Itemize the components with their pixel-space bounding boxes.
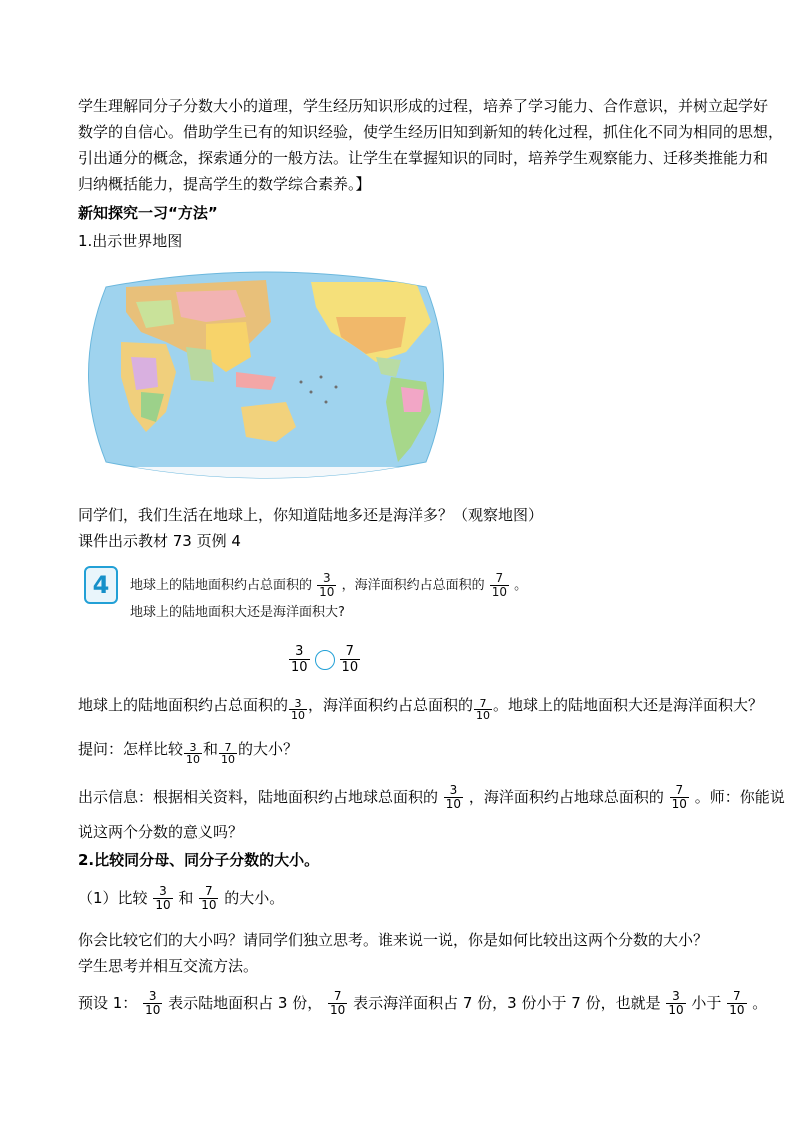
fraction-ocean (219, 742, 237, 765)
sub-question-1 (78, 885, 284, 912)
fraction-land (184, 742, 202, 765)
fraction-denominator: 10 (291, 709, 306, 722)
fraction-numerator: 7 (205, 884, 213, 898)
question2-text-c: 的大小？ (238, 740, 299, 758)
fraction-left (289, 644, 310, 675)
info-text-a: 出示信息：根据相关资料，陆地面积约占地球总面积的 (78, 788, 439, 806)
example-text-b: ，海洋面积约占总面积的 (341, 578, 485, 593)
intro-line-2: 数学的自信心。借助学生已有的知识经验，使学生经历旧知到新知的转化过程，抓住化不同为相同的思想， (78, 123, 784, 141)
fraction-ocean (199, 885, 218, 912)
question-how-compare (78, 738, 299, 766)
fraction-denominator: 10 (155, 898, 171, 912)
info-text-c: 。师：你能说 (694, 788, 785, 806)
info-line-1 (78, 784, 785, 811)
fraction-ocean (490, 572, 509, 599)
fraction-denominator: 10 (145, 1003, 161, 1017)
fraction-numerator: 3 (295, 644, 304, 659)
fraction-land (444, 784, 463, 811)
fraction-denominator: 10 (330, 1003, 346, 1017)
fraction-denominator: 10 (668, 1003, 684, 1017)
fraction-numerator: 7 (675, 783, 684, 797)
preset-text-d: 小于 (691, 994, 722, 1012)
fraction-ocean (670, 784, 689, 811)
fraction-numerator: 3 (294, 697, 302, 710)
fraction-numerator: 7 (345, 644, 354, 659)
fraction-ocean (727, 990, 746, 1017)
courseware-note: 课件出示教材 73 页例 4 (78, 532, 241, 550)
ask-line: 你会比较它们的大小吗？请同学们独立思考。谁来说一说，你是如何比较出这两个分数的大小？ (78, 931, 709, 949)
fraction-denominator: 10 (319, 585, 335, 599)
fraction-numerator: 7 (224, 741, 232, 754)
fraction-numerator: 7 (333, 989, 342, 1003)
fraction-numerator: 3 (189, 741, 197, 754)
fraction-land (289, 698, 307, 721)
sub1-text-c: 的大小。 (224, 889, 285, 907)
fraction-numerator: 3 (322, 571, 331, 585)
info-text-b: ，海洋面积约占地球总面积的 (468, 788, 664, 806)
fraction-land (317, 572, 336, 599)
step1-label: 1.出示世界地图 (78, 232, 183, 250)
restate-line (78, 694, 764, 722)
fraction-numerator: 3 (672, 989, 680, 1003)
intro-line-1: 学生理解同分子分数大小的道理，学生经历知识形成的过程，培养了学习能力、合作意识，并树立起学好 (78, 97, 769, 115)
info-line-2: 说这两个分数的意义吗？ (78, 823, 244, 841)
preset-1-line (78, 990, 767, 1017)
intro-line-4: 归纳概括能力，提高学生的数学综合素养。】 (78, 175, 371, 193)
restate-text-a: 地球上的陆地面积约占总面积的 (78, 696, 289, 714)
fraction-denominator: 10 (291, 660, 308, 675)
fraction-ocean (474, 698, 492, 721)
preset-text-a: 预设 1： (78, 994, 138, 1012)
example-line-2: 地球上的陆地面积大还是海洋面积大? (130, 605, 345, 620)
restate-text-c: 。地球上的陆地面积大还是海洋面积大？ (493, 696, 764, 714)
question2-text-b: 和 (203, 740, 219, 758)
fraction-denominator: 10 (491, 585, 508, 599)
fraction-numerator: 3 (159, 884, 167, 898)
fraction-denominator: 10 (341, 660, 359, 675)
fraction-numerator: 7 (495, 571, 504, 585)
fraction-comparison (288, 644, 361, 675)
example-text-a: 地球上的陆地面积约占总面积的 (130, 578, 313, 593)
fraction-denominator: 10 (221, 753, 236, 766)
fraction-numerator: 3 (449, 783, 458, 797)
fraction-denominator: 10 (729, 1003, 745, 1017)
section2-heading: 2.比较同分母、同分子分数的大小。 (78, 851, 320, 869)
example-line-1 (130, 572, 527, 599)
example-text-c: 。 (514, 578, 528, 593)
preset-text-b: 表示陆地面积占 3 份， (168, 994, 323, 1012)
fraction-denominator: 10 (445, 797, 462, 811)
comparison-circle-blank (315, 650, 335, 670)
restate-text-b: ，海洋面积约占总面积的 (308, 696, 474, 714)
question-land-or-ocean: 同学们，我们生活在地球上，你知道陆地多还是海洋多？（观察地图） (78, 506, 544, 524)
fraction-land (666, 990, 685, 1017)
preset-text-c: 表示海洋面积占 7 份，3 份小于 7 份，也就是 (353, 994, 661, 1012)
world-map-image (86, 262, 446, 487)
fraction-denominator: 10 (186, 753, 201, 766)
example-4 (78, 566, 718, 686)
fraction-denominator: 10 (476, 709, 491, 722)
section1-heading: 新知探究一习“方法” (78, 204, 218, 222)
fraction-ocean (328, 990, 347, 1017)
sub1-text-b: 和 (178, 889, 194, 907)
fraction-denominator: 10 (201, 898, 217, 912)
discuss-line: 学生思考并相互交流方法。 (78, 957, 259, 975)
intro-line-3: 引出通分的概念，探索通分的一般方法。让学生在掌握知识的同时，培养学生观察能力、迁移类推能力和 (78, 149, 769, 167)
fraction-numerator: 7 (733, 989, 741, 1003)
question2-text-a: 提问：怎样比较 (78, 740, 184, 758)
fraction-right (340, 644, 361, 675)
example-number-badge: 4 (84, 566, 118, 604)
fraction-numerator: 7 (479, 697, 487, 710)
sub1-text-a: （1）比较 (78, 889, 148, 907)
fraction-numerator: 3 (148, 989, 157, 1003)
fraction-land (153, 885, 172, 912)
fraction-denominator: 10 (671, 797, 687, 811)
fraction-land (143, 990, 162, 1017)
preset-text-e: 。 (752, 994, 768, 1012)
